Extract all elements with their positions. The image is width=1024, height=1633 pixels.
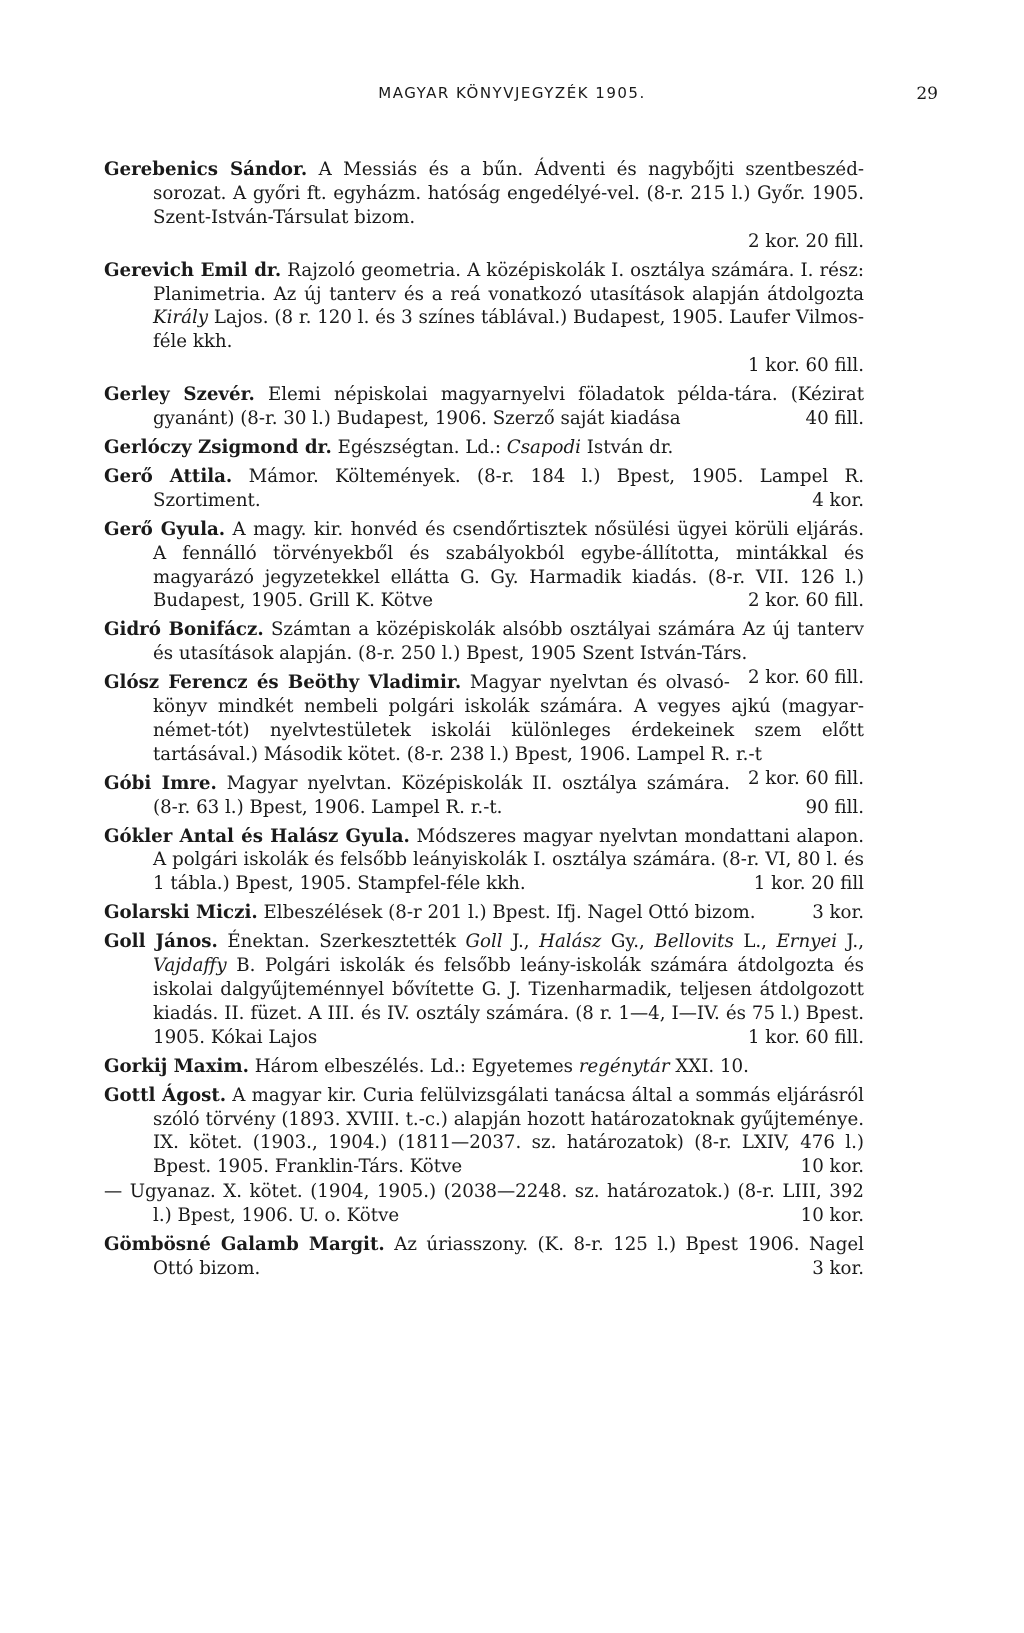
entry-author: Glósz Ferencz és Beöthy Vladimir.	[104, 672, 462, 694]
entry-author: Gerlóczy Zsigmond dr.	[104, 436, 332, 458]
entry-price: 40 fill.	[805, 408, 864, 430]
entry-italic-name: Halász	[539, 931, 602, 953]
entry-price: 1 kor. 60 fill.	[747, 1026, 864, 1048]
entry-dash: —	[104, 1181, 123, 1203]
entry-price: 2 kor. 60 fill.	[747, 590, 864, 612]
entry-price: 1 kor. 60 fill.	[747, 355, 864, 377]
entry-text: A Messiás és a bűn. Ádventi és nagybőjti szentbeszéd-sorozat. A győri ft. egyházm. hatóság engedélyé-vel. (8-r. 215 l.) Győr. 1905. Szent-István-Társulat bizom.	[153, 159, 864, 228]
entry-text-continued: Gy.,	[610, 931, 645, 953]
entry-price: 3 kor.	[812, 902, 864, 924]
catalog-entry	[104, 383, 864, 431]
entry-price: 10 kor.	[800, 1156, 864, 1178]
entry-text: Magyar nyelvtan és olvasó-könyv mindkét nembeli polgári iskolák számára. A vegyes ajkú (magyar-német-tót) nyelvtestületek iskolái különleges érdekeinek szem előtt tartásával.) Második kötet. (8-r. 238 l.) Bpest, 1906. Lampel R. r.-t	[153, 672, 864, 765]
entry-price: 3 kor.	[812, 1257, 864, 1279]
entry-italic-name: Ernyei	[776, 931, 838, 953]
entry-text-continued: B. Polgári iskolák és felsőbb leány-iskolák számára átdolgozta és iskolai dalgyűjteménnyel bővítette G. J. Tizenharmadik, teljesen átdolgozott kiadás. II. füzet. A III. és IV. osztály számára. (8 r. 1—4, I—IV. és 75 l.) Bpest. 1905. Kókai Lajos	[153, 955, 864, 1048]
catalog-entry	[104, 1055, 864, 1079]
catalog-entry	[104, 772, 864, 820]
entry-text: Ugyanaz. X. kötet. (1904, 1905.) (2038—2248. sz. határozatok.) (8-r. LIII, 392 l.) Bpest, 1906. U. o. Kötve	[129, 1181, 864, 1227]
catalog-entry	[104, 930, 864, 1050]
entry-italic-name: Király	[153, 307, 209, 329]
catalog-entry	[104, 1233, 864, 1281]
entry-author: Gerley Szevér.	[104, 384, 255, 406]
entry-text: Három elbeszélés. Ld.: Egyetemes	[254, 1055, 574, 1077]
entry-price: 90 fill.	[805, 796, 864, 818]
entry-author: Gömbösné Galamb Margit.	[104, 1234, 385, 1256]
running-title: MAGYAR KÖNYVJEGYZÉK 1905.	[378, 84, 646, 102]
entry-italic-name: regénytár	[578, 1055, 670, 1077]
entry-text-continued: XXI. 10.	[675, 1055, 749, 1077]
catalog-entry	[104, 825, 864, 897]
entry-text: A magyar kir. Curia felülvizsgálati tanácsa által a sommás eljárásról szóló törvény (1893. XVIII. t.-c.) alapján hozott határozatoknak gyűjteménye. IX. kötet. (1903., 1904.) (1811—2037. sz. határozatok) (8-r. LXIV, 476 l.) Bpest. 1905. Franklin-Társ. Kötve	[153, 1084, 864, 1178]
entry-author: Gidró Bonifácz.	[104, 619, 264, 641]
entry-text: Számtan a középiskolák alsóbb osztályai számára Az új tanterv és utasítások alapján. (8-r. 250 l.) Bpest, 1905 Szent István-Társ.	[153, 619, 864, 665]
entry-author: Gorkij Maxim.	[104, 1055, 249, 1077]
entry-text-continued: Lajos. (8 r. 120 l. és 3 színes táblával.) Budapest, 1905. Laufer Vilmos-féle kkh.	[153, 307, 864, 353]
entry-text: Elbeszélések (8-r 201 l.) Bpest. Ifj. Nagel Ottó bizom.	[263, 902, 756, 924]
entry-author: Golarski Miczi.	[104, 902, 258, 924]
entry-author: Gókler Antal és Halász Gyula.	[104, 825, 410, 847]
entry-text-continued: István dr.	[586, 436, 674, 458]
catalog-entry	[104, 158, 864, 254]
entry-price: 1 kor. 20 fill	[753, 873, 864, 895]
entry-text: Rajzoló geometria. A középiskolák I. osztálya számára. I. rész: Planimetria. Az új tanterv és a reá vonatkozó utasítások alapján átdolgozta	[153, 259, 864, 305]
entry-text: Egészségtan. Ld.:	[337, 436, 501, 458]
entry-text: Magyar nyelvtan. Középiskolák II. osztálya számára. (8-r. 63 l.) Bpest, 1906. Lampel R. r.-t.	[153, 772, 730, 818]
entry-text-continued: L.,	[743, 931, 767, 953]
entry-italic-name: Csapodi	[506, 436, 581, 458]
entry-text-continued: J.,	[512, 931, 530, 953]
catalog-entries	[104, 158, 864, 1286]
entry-author: Góbi Imre.	[104, 772, 217, 794]
entry-text: Mámor. Költemények. (8-r. 184 l.) Bpest, 1905. Lampel R. Szortiment.	[153, 465, 864, 511]
entry-author: Gerebenics Sándor.	[104, 159, 308, 180]
entry-author: Gerő Attila.	[104, 465, 233, 487]
catalog-entry	[104, 1084, 864, 1180]
entry-italic-name: Bellovits	[654, 931, 734, 953]
entry-author: Gerő Gyula.	[104, 518, 226, 540]
entry-text-continued: J.,	[846, 931, 864, 953]
entry-author: Gottl Ágost.	[104, 1084, 227, 1106]
entry-text: A magy. kir. honvéd és csendőrtisztek nősülési ügyei körüli eljárás. A fennálló törvényekből és szabályokból egybe-állította, mintákkal és magyarázó jegyzetekkel ellátta G. Gy. Harmadik kiadás. (8-r. VII. 126 l.) Budapest, 1905. Grill K. Kötve	[153, 518, 864, 612]
entry-italic-name: Goll	[465, 931, 503, 953]
entry-author: Goll János.	[104, 931, 218, 953]
entry-italic-name: Vajdaffy	[153, 955, 227, 977]
entry-text: Módszeres magyar nyelvtan mondattani alapon. A polgári iskolák és felsőbb leányiskolák I. osztálya számára. (8-r. VI, 80 l. és 1 tábla.) Bpest, 1905. Stampfel-féle kkh.	[153, 825, 864, 895]
catalog-entry	[104, 901, 864, 925]
catalog-entry	[104, 436, 864, 460]
running-head	[0, 84, 1024, 106]
entry-text: Elemi népiskolai magyarnyelvi föladatok példa-tára. (Kézirat gyanánt) (8-r. 30 l.) Budapest, 1906. Szerző saját kiadása	[153, 384, 864, 430]
catalog-entry	[104, 1180, 864, 1228]
entry-text: Az úriasszony. (K. 8-r. 125 l.) Bpest 1906. Nagel Ottó bizom.	[153, 1234, 864, 1279]
entry-price: 2 kor. 60 fill.	[747, 667, 864, 689]
catalog-entry	[104, 465, 864, 513]
entry-price: 10 kor.	[800, 1205, 864, 1227]
entry-author: Gerevich Emil dr.	[104, 259, 282, 281]
entry-price: 2 kor. 20 fill.	[747, 230, 864, 252]
entry-price: 4 kor.	[812, 489, 864, 511]
catalog-entry	[104, 259, 864, 379]
catalog-entry	[104, 518, 864, 614]
page-number: 29	[916, 84, 938, 104]
entry-price: 2 kor. 60 fill.	[747, 767, 864, 789]
entry-text: Énektan. Szerkesztették	[227, 931, 456, 953]
